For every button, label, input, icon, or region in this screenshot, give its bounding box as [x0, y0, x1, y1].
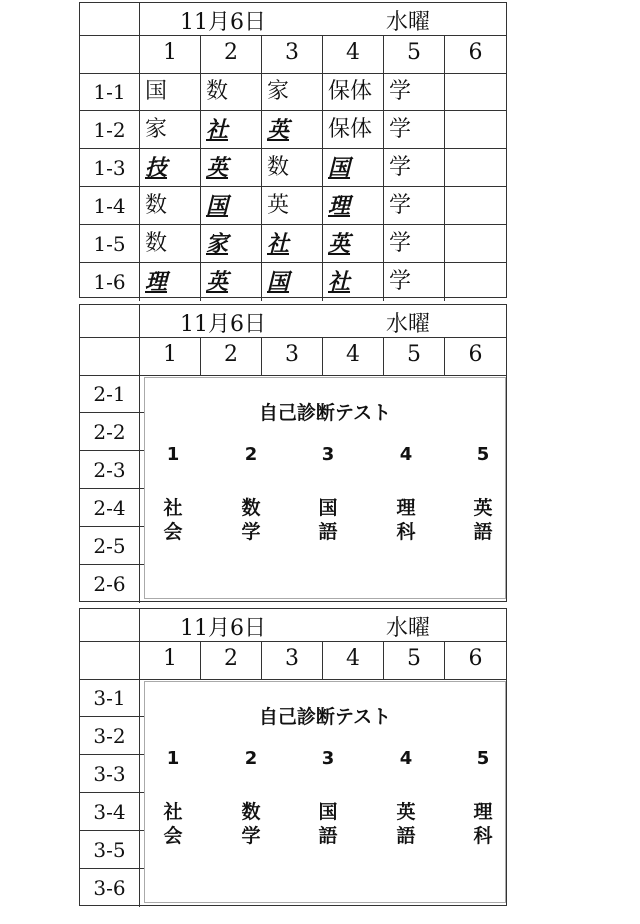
subject: 学 [389, 155, 412, 180]
test-subject-char: 英 [396, 801, 416, 823]
subject-cell [201, 263, 262, 301]
test-subject-char: 科 [473, 825, 493, 847]
period-header-cell [201, 35, 262, 73]
class-row [80, 225, 506, 263]
subject-cell [201, 149, 262, 187]
changed-subject: 家 [206, 231, 229, 257]
test-subject-char: 学 [241, 825, 261, 847]
subject-cell [140, 149, 201, 187]
period-header-cell [140, 35, 201, 73]
timetable-class-1 [79, 2, 507, 298]
test-subject [153, 800, 193, 848]
test-subject [463, 496, 503, 544]
subject: 学 [389, 269, 412, 294]
subject-cell [384, 149, 445, 187]
subject-cell [384, 263, 445, 301]
date-label: 11月6日 [180, 312, 266, 337]
subject-cell [445, 73, 506, 111]
period-number: 3 [285, 40, 299, 65]
test-order-number: 3 [321, 444, 335, 465]
timetable-class-2 [79, 304, 507, 602]
date-label: 11月6日 [180, 616, 266, 641]
subject-cell [323, 111, 384, 149]
period-header-cell [201, 337, 262, 375]
weekday-label: 水曜 [386, 616, 431, 641]
weekday-label: 水曜 [386, 10, 431, 35]
class-row [80, 263, 506, 301]
changed-subject: 英 [206, 155, 229, 181]
class-label: 1-4 [80, 187, 140, 225]
subject-cell [140, 187, 201, 225]
subject: 家 [145, 117, 168, 142]
period-number: 6 [468, 40, 483, 65]
period-number: 5 [407, 40, 421, 65]
period-header-cell [262, 337, 323, 375]
test-subject-char: 語 [318, 521, 338, 543]
timetable-class-3 [79, 608, 507, 906]
test-order-number: 1 [166, 748, 180, 769]
subject-cell [140, 73, 201, 111]
class-label: 1-6 [80, 263, 140, 301]
subject: 数 [145, 193, 168, 218]
changed-subject: 英 [328, 231, 351, 257]
class-label: 2-2 [80, 413, 140, 451]
date-header-row [80, 305, 506, 338]
period-header-cell [323, 35, 384, 73]
corner-cell [80, 3, 140, 35]
test-subject [231, 800, 271, 848]
test-order-number: 5 [476, 444, 490, 465]
period-number: 5 [407, 646, 421, 671]
period-number: 1 [163, 342, 177, 367]
test-order-number: 2 [244, 748, 258, 769]
period-header-cell [384, 35, 445, 73]
subject-cell [445, 149, 506, 187]
test-subject-char: 社 [163, 497, 183, 519]
subject: 保体 [328, 79, 373, 104]
test-subject-char: 数 [241, 497, 261, 519]
test-subject [463, 800, 503, 848]
subject-cell [323, 149, 384, 187]
changed-subject: 理 [145, 269, 168, 295]
class-label: 1-1 [80, 73, 140, 111]
test-order-number: 1 [166, 444, 180, 465]
class-label: 2-6 [80, 565, 140, 603]
period-header-row [80, 641, 506, 680]
test-order-number: 4 [399, 748, 413, 769]
changed-subject: 国 [328, 155, 351, 181]
class-label: 1-2 [80, 111, 140, 149]
subject: 数 [206, 79, 229, 104]
self-assessment-notice [144, 377, 506, 599]
period-number: 2 [224, 40, 238, 65]
test-subject-char: 学 [241, 521, 261, 543]
changed-subject: 社 [267, 231, 290, 257]
period-number: 6 [468, 646, 483, 671]
test-subject [308, 496, 348, 544]
period-corner-cell [80, 35, 140, 73]
subject: 学 [389, 231, 412, 256]
class-row [80, 187, 506, 225]
changed-subject: 社 [328, 269, 351, 295]
subject-cell [445, 187, 506, 225]
subject-cell [201, 187, 262, 225]
period-header-cell [384, 641, 445, 679]
changed-subject: 英 [267, 117, 290, 143]
notice-title: 自己診断テスト [258, 706, 392, 728]
period-header-cell [445, 641, 506, 679]
changed-subject: 国 [267, 269, 290, 295]
subject: 学 [389, 117, 412, 142]
corner-cell [80, 305, 140, 337]
subject-cell [140, 263, 201, 301]
subject-cell [262, 73, 323, 111]
changed-subject: 技 [145, 155, 168, 181]
period-header-row [80, 337, 506, 376]
period-number: 5 [407, 342, 421, 367]
weekday-label: 水曜 [386, 312, 431, 337]
subject-cell [201, 225, 262, 263]
class-label: 3-4 [80, 793, 140, 831]
period-corner-cell [80, 337, 140, 375]
test-subject-char: 国 [318, 801, 338, 823]
subject: 学 [389, 79, 412, 104]
class-row [80, 73, 506, 111]
test-order-number: 2 [244, 444, 258, 465]
class-label: 3-1 [80, 679, 140, 717]
period-number: 3 [285, 342, 299, 367]
class-row [80, 111, 506, 149]
self-assessment-notice [144, 681, 506, 903]
changed-subject: 国 [206, 193, 229, 219]
test-subject [231, 496, 271, 544]
class-label: 2-1 [80, 375, 140, 413]
subject-cell [262, 225, 323, 263]
test-subject-char: 会 [163, 825, 183, 847]
test-subject-char: 語 [318, 825, 338, 847]
subject-cell [201, 73, 262, 111]
test-subject-char: 会 [163, 521, 183, 543]
date-label: 11月6日 [180, 10, 266, 35]
period-number: 4 [346, 40, 360, 65]
subject-cell [445, 111, 506, 149]
date-header-row [80, 3, 506, 36]
subject-cell [445, 225, 506, 263]
test-order-number: 4 [399, 444, 413, 465]
class-label: 1-5 [80, 225, 140, 263]
period-header-cell [323, 337, 384, 375]
changed-subject: 理 [328, 193, 351, 219]
class-row [80, 149, 506, 187]
class-label: 2-4 [80, 489, 140, 527]
class-label: 2-3 [80, 451, 140, 489]
class-label: 1-3 [80, 149, 140, 187]
test-subject-char: 英 [473, 497, 493, 519]
period-header-cell [445, 35, 506, 73]
subject-cell [384, 225, 445, 263]
period-header-cell [140, 641, 201, 679]
subject-cell [323, 187, 384, 225]
test-subject-char: 科 [396, 521, 416, 543]
test-subject-char: 社 [163, 801, 183, 823]
subject-cell [323, 73, 384, 111]
subject: 国 [145, 79, 168, 104]
subject: 学 [389, 193, 412, 218]
test-subject-char: 数 [241, 801, 261, 823]
test-order-number: 3 [321, 748, 335, 769]
subject-cell [140, 111, 201, 149]
period-number: 1 [163, 646, 177, 671]
subject: 英 [267, 193, 290, 218]
period-header-cell [262, 641, 323, 679]
subject: 数 [145, 231, 168, 256]
test-subject-char: 語 [473, 521, 493, 543]
subject-cell [262, 263, 323, 301]
period-number: 6 [468, 342, 483, 367]
test-order-number: 5 [476, 748, 490, 769]
subject: 家 [267, 79, 290, 104]
subject-cell [323, 225, 384, 263]
test-subject-char: 理 [473, 801, 493, 823]
test-subject-char: 語 [396, 825, 416, 847]
subject-cell [201, 111, 262, 149]
test-subject [153, 496, 193, 544]
period-header-cell [445, 337, 506, 375]
test-subject [308, 800, 348, 848]
subject: 保体 [328, 117, 373, 142]
date-header-row [80, 609, 506, 642]
class-label: 3-2 [80, 717, 140, 755]
period-header-row [80, 35, 506, 74]
test-subject [386, 496, 426, 544]
period-number: 1 [163, 40, 177, 65]
period-header-cell [140, 337, 201, 375]
subject-cell [384, 111, 445, 149]
period-header-cell [262, 35, 323, 73]
changed-subject: 社 [206, 117, 229, 143]
class-label: 3-3 [80, 755, 140, 793]
class-label: 3-5 [80, 831, 140, 869]
corner-cell [80, 609, 140, 641]
period-number: 4 [346, 646, 360, 671]
subject-cell [262, 149, 323, 187]
subject: 数 [267, 155, 290, 180]
subject-cell [323, 263, 384, 301]
subject-cell [262, 187, 323, 225]
period-number: 2 [224, 342, 238, 367]
subject-cell [445, 263, 506, 301]
period-number: 2 [224, 646, 238, 671]
period-header-cell [323, 641, 384, 679]
period-header-cell [201, 641, 262, 679]
class-label: 3-6 [80, 869, 140, 907]
test-subject-char: 理 [396, 497, 416, 519]
class-label: 2-5 [80, 527, 140, 565]
changed-subject: 英 [206, 269, 229, 295]
period-corner-cell [80, 641, 140, 679]
subject-cell [384, 73, 445, 111]
test-subject-char: 国 [318, 497, 338, 519]
period-number: 4 [346, 342, 360, 367]
subject-cell [384, 187, 445, 225]
period-header-cell [384, 337, 445, 375]
notice-title: 自己診断テスト [258, 402, 392, 424]
subject-cell [262, 111, 323, 149]
test-subject [386, 800, 426, 848]
period-number: 3 [285, 646, 299, 671]
subject-cell [140, 225, 201, 263]
